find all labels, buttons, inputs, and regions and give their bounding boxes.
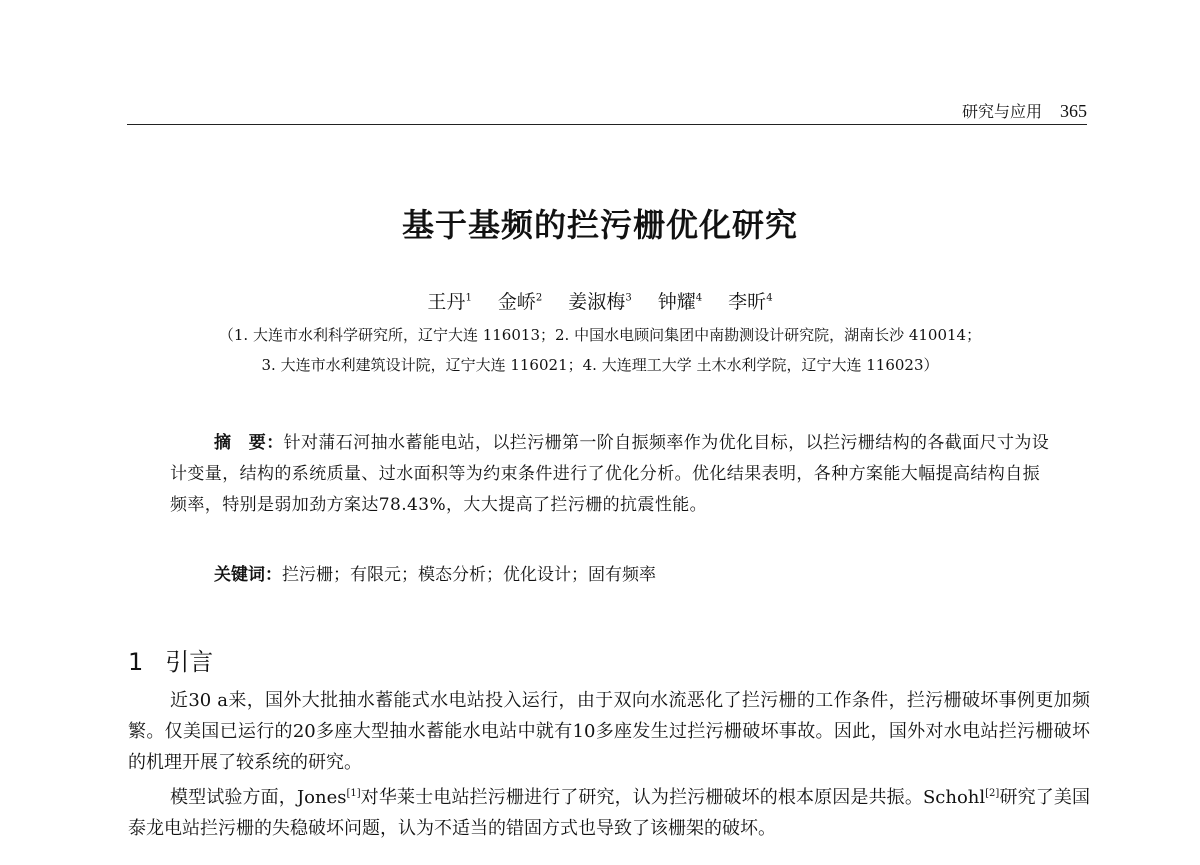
paragraph xyxy=(128,778,1090,844)
author-affiliation-mark: 4 xyxy=(695,292,703,304)
text-run: 模型试验方面，Jones xyxy=(170,787,347,808)
paragraph: 近30 a来，国外大批抽水蓄能式水电站投入运行，由于双向水流恶化了拦污栅的工作条件，拦污栅破坏事例更加频繁。仅美国已运行的20多座大型抽水蓄能水电站中就有10多座发生过拦污栅破坏事故。因此，国外对水电站拦污栅破坏的机理开展了较系统的研究。 xyxy=(128,690,1090,773)
author-list xyxy=(0,287,1200,314)
paper-title: 基于基频的拦污栅优化研究 xyxy=(401,206,798,244)
author xyxy=(498,291,542,313)
keywords-label: 关键词： xyxy=(214,565,282,585)
affiliation-line-1: （1. 大连市水利科学研究所，辽宁大连 116013；2. 中国水电顾问集团中南勘测设计研究院，湖南长沙 410014； xyxy=(218,326,982,344)
author-affiliation-mark: 1 xyxy=(465,292,472,304)
author-name: 李昕 xyxy=(728,291,767,313)
journal-section: 研究与应用 xyxy=(961,102,1042,121)
author-affiliation-mark: 3 xyxy=(625,292,632,304)
section-heading xyxy=(128,642,213,677)
body-text xyxy=(128,685,1090,844)
author xyxy=(568,291,631,313)
author-affiliation-mark: 2 xyxy=(535,292,543,304)
section-number: 1 xyxy=(128,648,144,676)
abstract xyxy=(170,428,1050,521)
keywords-text: 拦污栅；有限元；模态分析；优化设计；固有频率 xyxy=(282,565,656,585)
author xyxy=(427,291,471,313)
author-name: 钟耀 xyxy=(657,291,696,313)
running-header xyxy=(127,96,1087,125)
author-name: 姜淑梅 xyxy=(568,291,626,313)
author-name: 王丹 xyxy=(427,291,466,313)
author xyxy=(728,291,772,313)
author-name: 金峤 xyxy=(497,291,536,313)
author xyxy=(658,291,702,313)
abstract-label: 摘 要： xyxy=(214,433,284,453)
text-run: 对华莱士电站拦污栅进行了研究，认为拦污栅破坏的根本原因是共振。Schohl xyxy=(360,787,986,808)
text-run: 研究了美国泰龙电站拦污栅的失稳破坏问题，认为不适当的错固方式也导致了该栅架的破坏。 xyxy=(128,787,1090,839)
section-title: 引言 xyxy=(165,648,214,676)
citation-mark: [2] xyxy=(985,788,1000,799)
page-number: 365 xyxy=(1060,101,1087,121)
author-affiliation-mark: 4 xyxy=(766,292,773,304)
keywords xyxy=(214,560,656,585)
affiliation-line-2: 3. 大连市水利建筑设计院，辽宁大连 116021；4. 大连理工大学 土木水利学院，辽宁大连 116023） xyxy=(261,356,939,374)
abstract-text: 针对蒲石河抽水蓄能电站，以拦污栅第一阶自振频率作为优化目标，以拦污栅结构的各截面尺寸为设计变量，结构的系统质量、过水面积等为约束条件进行了优化分析。优化结果表明，各种方案能大幅提高结构自振频率，特别是弱加劲方案达78.43%，大大提高了拦污栅的抗震性能。 xyxy=(170,433,1050,515)
citation-mark: [1] xyxy=(346,788,361,799)
